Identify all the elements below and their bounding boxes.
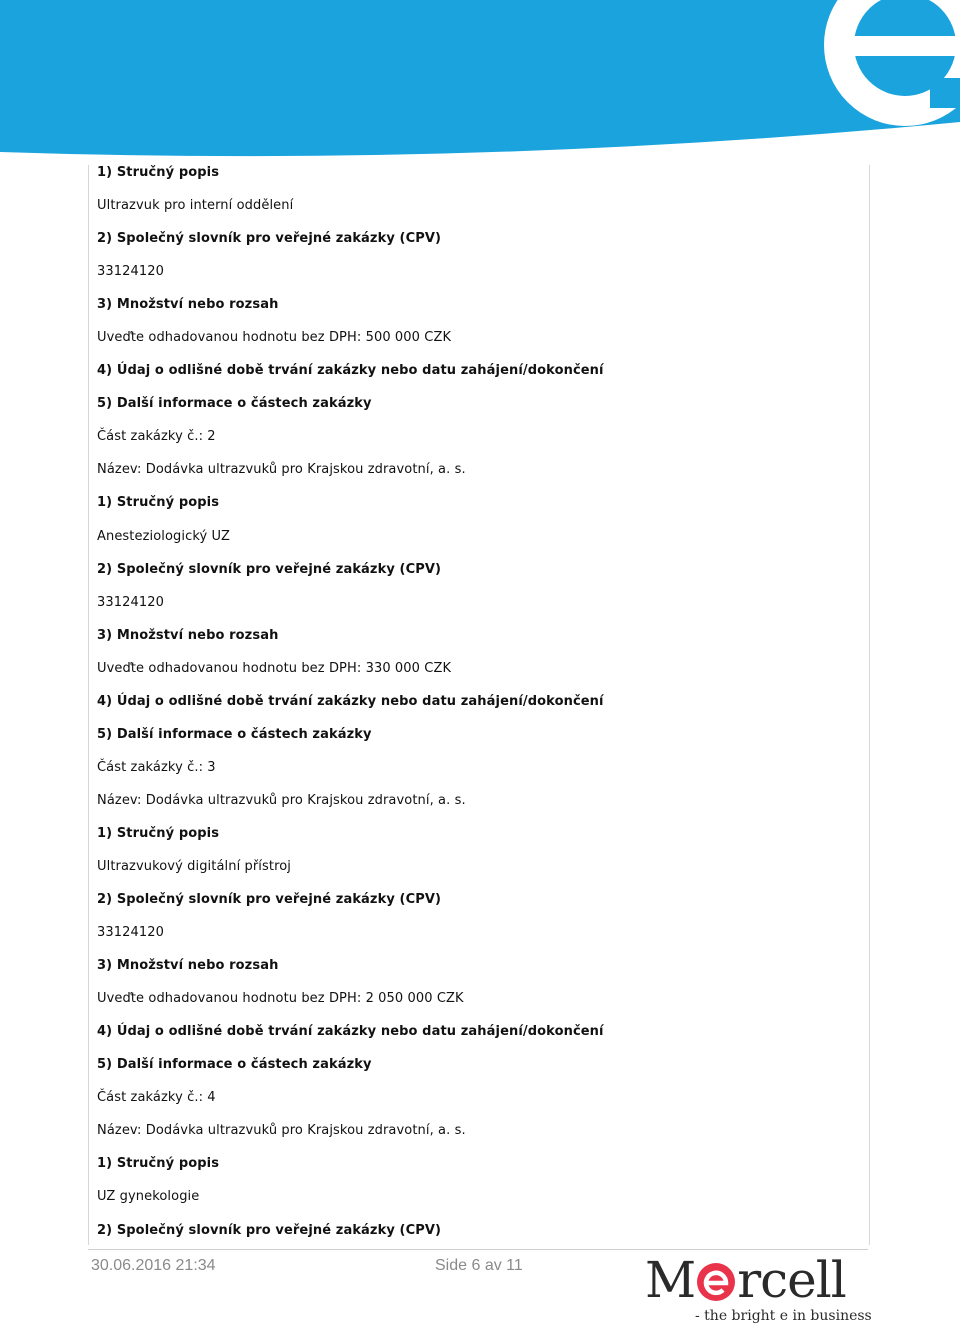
field-value: Ultrazvukový digitální přístroj <box>97 858 292 874</box>
section-heading: 5) Další informace o částech zakázky <box>97 1057 372 1073</box>
field-value: 33124120 <box>97 264 164 280</box>
field-value: 33124120 <box>97 925 164 941</box>
brand-wordmark <box>645 1252 846 1308</box>
mercell-e-icon <box>696 1262 736 1302</box>
brand-wordmark-end: rcell <box>737 1251 846 1309</box>
section-heading: 1) Stručný popis <box>97 1156 220 1172</box>
section-heading: 5) Další informace o částech zakázky <box>97 726 372 742</box>
section-heading: 3) Množství nebo rozsah <box>97 958 279 974</box>
document-body <box>97 162 857 1253</box>
field-value: Uveďte odhadovanou hodnotu bez DPH: 330 000 CZK <box>97 660 452 676</box>
brand-wordmark-start: M <box>645 1251 696 1309</box>
footer-timestamp: 30.06.2016 21:34 <box>91 1257 216 1274</box>
brand-tagline: - the bright e in business <box>695 1308 872 1324</box>
section-heading: 4) Údaj o odlišné době trvání zakázky nebo datu zahájení/dokončení <box>97 363 604 379</box>
section-heading: 1) Stručný popis <box>97 165 220 180</box>
field-value: Část zakázky č.: 4 <box>97 1090 216 1106</box>
field-value: 33124120 <box>97 594 164 610</box>
section-heading: 1) Stručný popis <box>97 495 220 511</box>
field-value: Uveďte odhadovanou hodnotu bez DPH: 2 050 000 CZK <box>97 991 464 1007</box>
mercell-logo <box>645 1252 875 1329</box>
footer-page-number: Side 6 av 11 <box>435 1257 523 1274</box>
header-background <box>0 0 960 162</box>
field-value: Anesteziologický UZ <box>97 528 230 544</box>
footer-divider <box>88 1249 868 1250</box>
section-heading: 3) Množství nebo rozsah <box>97 627 279 643</box>
section-heading: 3) Množství nebo rozsah <box>97 297 279 313</box>
field-value: Část zakázky č.: 2 <box>97 429 216 445</box>
section-heading: 2) Společný slovník pro veřejné zakázky (CPV) <box>97 1222 442 1238</box>
section-heading: 4) Údaj o odlišné době trvání zakázky nebo datu zahájení/dokončení <box>97 1024 604 1040</box>
field-value: UZ gynekologie <box>97 1189 200 1205</box>
field-value: Ultrazvuk pro interní oddělení <box>97 198 294 214</box>
section-heading: 2) Společný slovník pro veřejné zakázky (CPV) <box>97 561 442 577</box>
section-heading: 4) Údaj o odlišné době trvání zakázky nebo datu zahájení/dokončení <box>97 693 604 709</box>
section-heading: 1) Stručný popis <box>97 825 220 841</box>
field-value: Název: Dodávka ultrazvuků pro Krajskou zdravotní, a. s. <box>97 792 466 808</box>
field-value: Uveďte odhadovanou hodnotu bez DPH: 500 000 CZK <box>97 330 452 346</box>
field-value: Část zakázky č.: 3 <box>97 759 216 775</box>
header-band <box>0 0 960 162</box>
section-heading: 2) Společný slovník pro veřejné zakázky (CPV) <box>97 892 442 908</box>
section-heading: 2) Společný slovník pro veřejné zakázky (CPV) <box>97 231 442 247</box>
section-heading: 5) Další informace o částech zakázky <box>97 396 372 412</box>
field-value: Název: Dodávka ultrazvuků pro Krajskou zdravotní, a. s. <box>97 1123 466 1139</box>
field-value: Název: Dodávka ultrazvuků pro Krajskou zdravotní, a. s. <box>97 462 466 478</box>
